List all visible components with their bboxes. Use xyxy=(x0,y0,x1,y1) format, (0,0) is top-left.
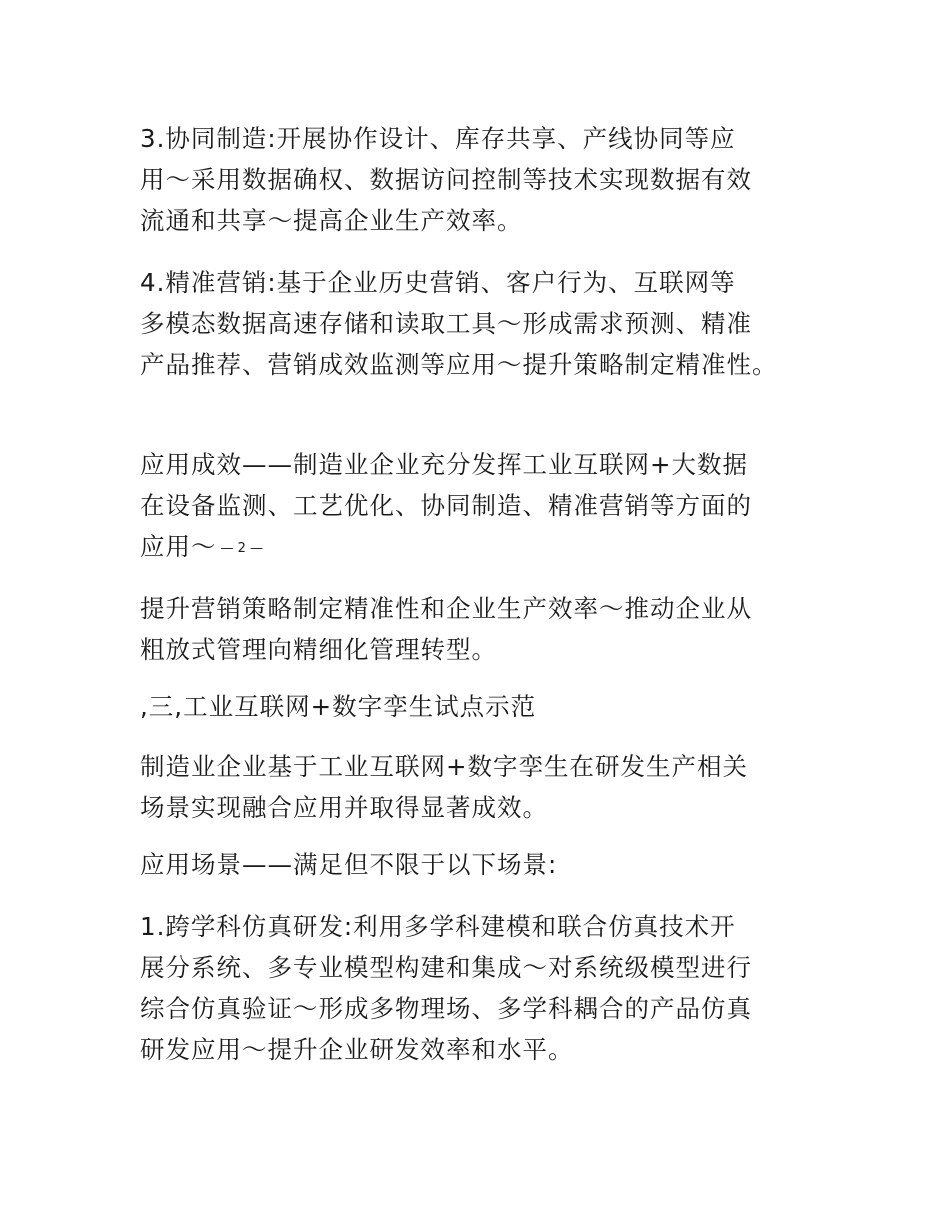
paragraph-collaborative-manufacturing xyxy=(140,118,840,241)
text-line: ,三,工业互联网+数字孪生试点示范 xyxy=(140,692,537,721)
text-line: 研发应用～提升企业研发效率和水平。 xyxy=(140,1035,574,1064)
text-line: 场景实现融合应用并取得显著成效。 xyxy=(140,793,548,822)
section-heading xyxy=(140,686,840,727)
text-line: 粗放式管理向精细化管理转型。 xyxy=(140,635,497,664)
text-fragment: 应用～ xyxy=(140,532,217,561)
text-line: 4.精准营销:基于企业历史营销、客户行为、互联网等 xyxy=(140,268,736,297)
page-number: — 2 — xyxy=(220,540,264,556)
paragraph-application-scenarios xyxy=(140,844,840,885)
text-line: 1.跨学科仿真研发:利用多学科建模和联合仿真技术开 xyxy=(140,912,736,941)
text-line: 用～采用数据确权、数据访问控制等技术实现数据有效 xyxy=(140,165,752,194)
text-line: 应用场景——满足但不限于以下场景: xyxy=(140,850,558,879)
paragraph-application-results xyxy=(140,444,840,567)
paragraph-transformation xyxy=(140,588,840,670)
paragraph-precision-marketing xyxy=(140,262,840,385)
paragraph-digital-twin-intro xyxy=(140,746,840,828)
text-line: 多模态数据高速存储和读取工具～形成需求预测、精准 xyxy=(140,309,752,338)
text-line: 展分系统、多专业模型构建和集成～对系统级模型进行 xyxy=(140,953,752,982)
text-line: 应用成效——制造业企业充分发挥工业互联网+大数据 xyxy=(140,450,749,479)
text-line: 提升营销策略制定精准性和企业生产效率～推动企业从 xyxy=(140,594,752,623)
text-line: 在设备监测、工艺优化、协同制造、精准营销等方面的 xyxy=(140,491,752,520)
text-line: 制造业企业基于工业互联网+数字孪生在研发生产相关 xyxy=(140,752,749,781)
paragraph-cross-discipline-simulation xyxy=(140,906,840,1070)
text-line xyxy=(140,526,840,567)
text-line: 3.协同制造:开展协作设计、库存共享、产线协同等应 xyxy=(140,124,736,153)
text-line: 流通和共享～提高企业生产效率。 xyxy=(140,206,523,235)
text-line: 产品推荐、营销成效监测等应用～提升策略制定精准性。 xyxy=(140,350,778,379)
text-line: 综合仿真验证～形成多物理场、多学科耦合的产品仿真 xyxy=(140,994,752,1023)
